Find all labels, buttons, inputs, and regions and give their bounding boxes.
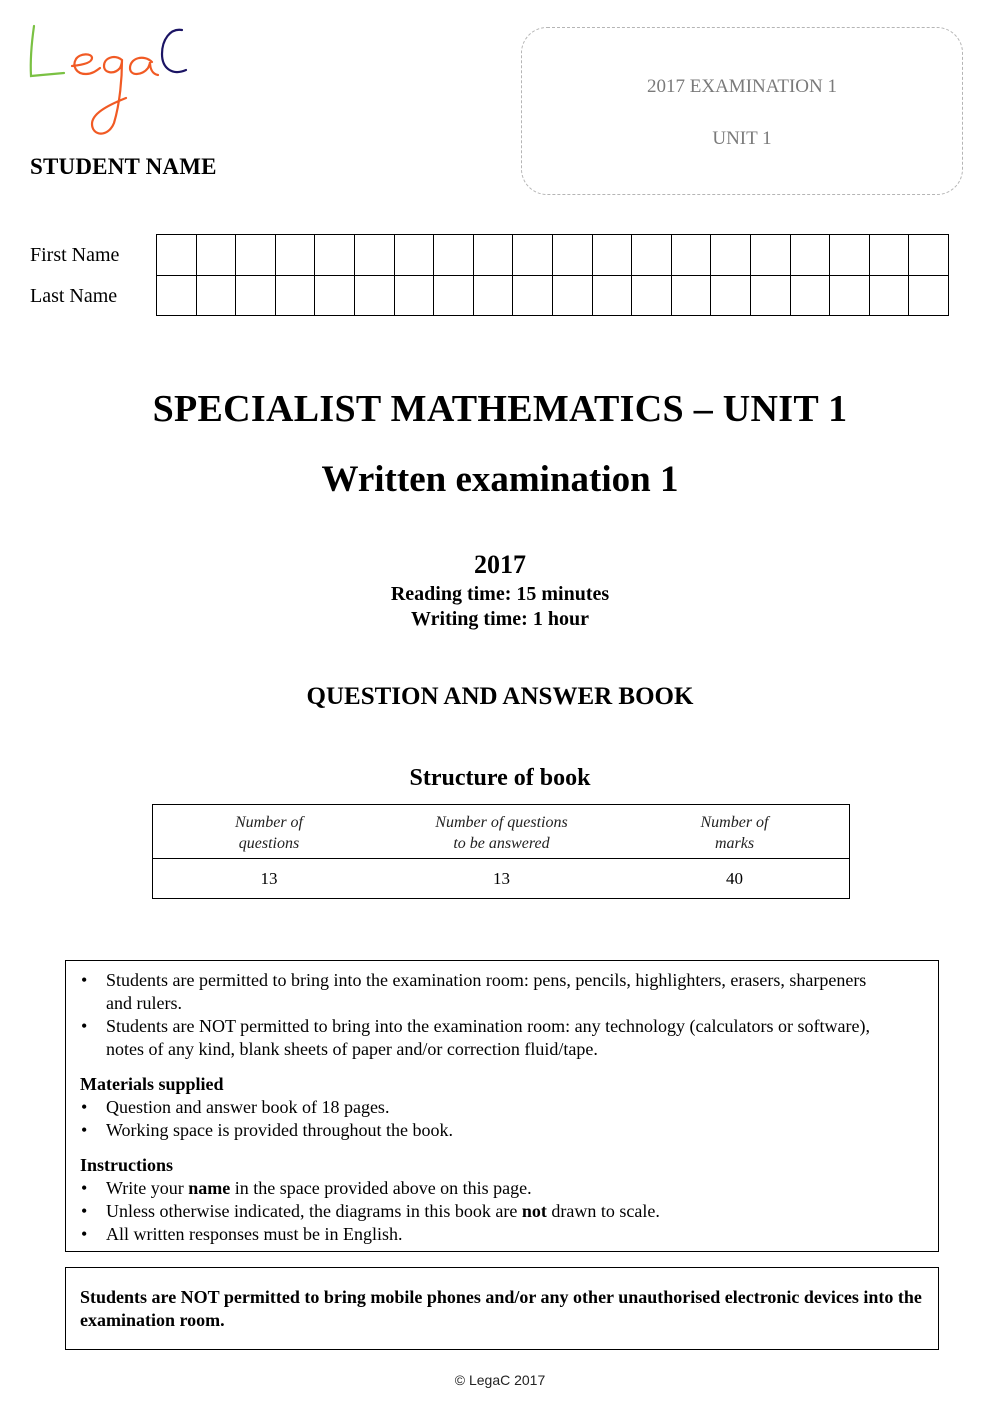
value-number-of-questions: 13 bbox=[260, 869, 278, 888]
materials-list bbox=[66, 1096, 938, 1142]
structure-header-row bbox=[153, 805, 849, 859]
name-letter-box[interactable] bbox=[791, 235, 831, 275]
exam-code-box bbox=[521, 27, 963, 195]
first-name-label: First Name bbox=[30, 244, 120, 266]
last-name-grid[interactable] bbox=[156, 275, 949, 316]
name-letter-box[interactable] bbox=[197, 275, 237, 315]
value-questions-to-answer: 13 bbox=[493, 869, 510, 888]
list-item: • Working space is provided throughout the book. bbox=[66, 1119, 938, 1142]
name-letter-box[interactable] bbox=[751, 275, 791, 315]
name-letter-box[interactable] bbox=[632, 235, 672, 275]
name-letter-box[interactable] bbox=[870, 235, 910, 275]
copyright-footer: © LegaC 2017 bbox=[454, 1372, 546, 1388]
name-letter-box[interactable] bbox=[870, 275, 910, 315]
name-letter-box[interactable] bbox=[355, 275, 395, 315]
header-questions-to-answer: Number of questions to be answered bbox=[435, 814, 568, 852]
name-letter-box[interactable] bbox=[909, 275, 949, 315]
instructions-heading: Instructions bbox=[80, 1155, 174, 1175]
name-letter-box[interactable] bbox=[434, 235, 474, 275]
name-letter-box[interactable] bbox=[395, 275, 435, 315]
name-letter-box[interactable] bbox=[276, 275, 316, 315]
device-warning-box bbox=[65, 1267, 939, 1350]
name-letter-box[interactable] bbox=[711, 235, 751, 275]
materials-heading: Materials supplied bbox=[80, 1074, 224, 1094]
name-letter-box[interactable] bbox=[909, 235, 949, 275]
name-letter-box[interactable] bbox=[315, 235, 355, 275]
name-letter-box[interactable] bbox=[830, 275, 870, 315]
name-letter-box[interactable] bbox=[236, 235, 276, 275]
value-number-of-marks: 40 bbox=[726, 869, 743, 888]
name-letter-box[interactable] bbox=[355, 235, 395, 275]
name-letter-box[interactable] bbox=[711, 275, 751, 315]
book-type: QUESTION AND ANSWER BOOK bbox=[306, 683, 694, 710]
name-letter-box[interactable] bbox=[632, 275, 672, 315]
name-letter-box[interactable] bbox=[513, 275, 553, 315]
exam-title: SPECIALIST MATHEMATICS – UNIT 1 bbox=[152, 388, 848, 430]
header-number-of-marks: Number of marks bbox=[700, 814, 769, 852]
exam-code-line: 2017 EXAMINATION 1 bbox=[647, 76, 837, 97]
name-letter-box[interactable] bbox=[593, 275, 633, 315]
list-item: • All written responses must be in English. bbox=[66, 1223, 938, 1246]
reading-time: Reading time: 15 minutes bbox=[390, 583, 610, 605]
exam-unit-line: UNIT 1 bbox=[712, 128, 772, 149]
name-letter-box[interactable] bbox=[434, 275, 474, 315]
name-letter-box[interactable] bbox=[474, 235, 514, 275]
name-letter-box[interactable] bbox=[236, 275, 276, 315]
name-letter-box[interactable] bbox=[553, 235, 593, 275]
instructions-list bbox=[66, 1177, 938, 1246]
name-letter-box[interactable] bbox=[315, 275, 355, 315]
legac-logo bbox=[22, 18, 202, 148]
structure-table bbox=[152, 804, 850, 899]
writing-time: Writing time: 1 hour bbox=[411, 608, 589, 630]
name-letter-box[interactable] bbox=[395, 235, 435, 275]
student-name-heading: STUDENT NAME bbox=[30, 154, 217, 179]
name-letter-box[interactable] bbox=[197, 235, 237, 275]
exam-subtitle: Written examination 1 bbox=[321, 459, 679, 500]
name-letter-box[interactable] bbox=[157, 275, 197, 315]
permitted-items-list bbox=[66, 969, 938, 1061]
name-letter-box[interactable] bbox=[513, 235, 553, 275]
name-letter-box[interactable] bbox=[791, 275, 831, 315]
name-letter-box[interactable] bbox=[276, 235, 316, 275]
name-letter-box[interactable] bbox=[672, 235, 712, 275]
rules-box bbox=[65, 960, 939, 1252]
list-item: • Question and answer book of 18 pages. bbox=[66, 1096, 938, 1119]
name-letter-box[interactable] bbox=[593, 235, 633, 275]
name-letter-box[interactable] bbox=[474, 275, 514, 315]
name-letter-box[interactable] bbox=[553, 275, 593, 315]
device-warning-text: Students are NOT permitted to bring mobile phones and/or any other unauthorised electronic devices into the examination room. bbox=[80, 1287, 922, 1330]
first-name-grid[interactable] bbox=[156, 234, 949, 276]
exam-year: 2017 bbox=[474, 550, 526, 579]
name-letter-box[interactable] bbox=[672, 275, 712, 315]
list-item: • Unless otherwise indicated, the diagrams in this book are not drawn to scale. bbox=[66, 1200, 938, 1223]
list-item: • Write your name in the space provided above on this page. bbox=[66, 1177, 938, 1200]
header-number-of-questions: Number of questions bbox=[235, 814, 303, 852]
name-letter-box[interactable] bbox=[751, 235, 791, 275]
name-letter-box[interactable] bbox=[157, 235, 197, 275]
structure-title: Structure of book bbox=[409, 765, 591, 791]
list-item: • Students are NOT permitted to bring into the examination room: any technology (calculators or software), notes of any kind, blank sheets of paper and/or correction fluid/tape. bbox=[66, 1015, 938, 1061]
list-item: • Students are permitted to bring into the examination room: pens, pencils, highlighters, erasers, sharpeners and rulers. bbox=[66, 969, 938, 1015]
last-name-label: Last Name bbox=[30, 285, 118, 307]
name-letter-box[interactable] bbox=[830, 235, 870, 275]
